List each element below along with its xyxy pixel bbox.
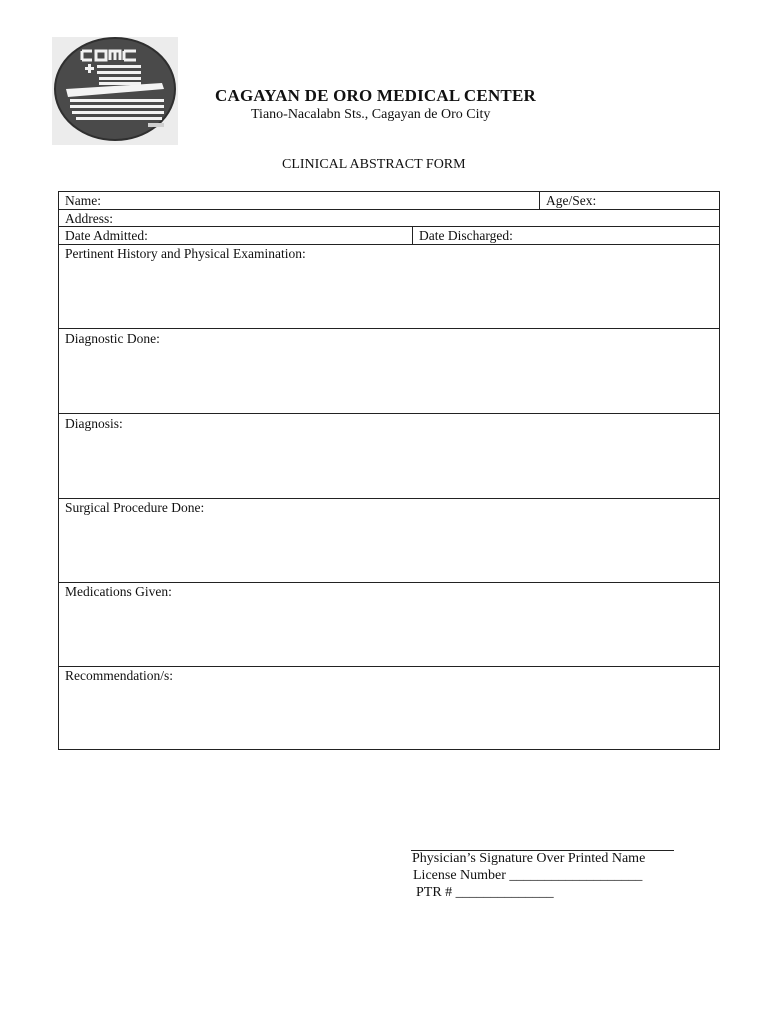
hospital-address: Tiano-Nacalabn Sts., Cagayan de Oro City	[251, 107, 491, 122]
recommendation-label: Recommendation/s:	[65, 668, 173, 683]
diagnostic-section[interactable]	[59, 329, 719, 414]
age-sex-field[interactable]	[540, 192, 719, 209]
ptr-number-field[interactable]: PTR # ______________	[416, 885, 554, 900]
hospital-logo-icon	[52, 37, 178, 145]
diagnostic-label: Diagnostic Done:	[65, 331, 160, 346]
dates-row	[59, 227, 719, 245]
hospital-name: CAGAYAN DE ORO MEDICAL CENTER	[215, 86, 536, 105]
form-title: CLINICAL ABSTRACT FORM	[282, 157, 466, 172]
license-number-field[interactable]: License Number ___________________	[413, 868, 643, 883]
clinical-abstract-form	[58, 191, 720, 750]
surgical-label: Surgical Procedure Done:	[65, 500, 205, 515]
diagnosis-label: Diagnosis:	[65, 416, 123, 431]
medications-label: Medications Given:	[65, 584, 172, 599]
surgical-section[interactable]	[59, 499, 719, 583]
medications-section[interactable]	[59, 583, 719, 667]
name-row	[59, 192, 719, 210]
age-sex-label: Age/Sex:	[546, 193, 597, 208]
signature-label: Physician’s Signature Over Printed Name	[412, 851, 646, 866]
date-admitted-label: Date Admitted:	[65, 228, 148, 243]
name-label: Name:	[65, 193, 101, 208]
date-discharged-field[interactable]	[413, 227, 719, 244]
date-discharged-label: Date Discharged:	[419, 228, 513, 243]
date-admitted-field[interactable]	[59, 227, 413, 244]
address-label: Address:	[65, 211, 113, 226]
address-field[interactable]	[59, 210, 719, 227]
history-section[interactable]	[59, 245, 719, 329]
name-field[interactable]	[59, 192, 540, 209]
recommendation-section[interactable]	[59, 667, 719, 749]
diagnosis-section[interactable]	[59, 414, 719, 499]
history-label: Pertinent History and Physical Examination:	[65, 246, 306, 261]
